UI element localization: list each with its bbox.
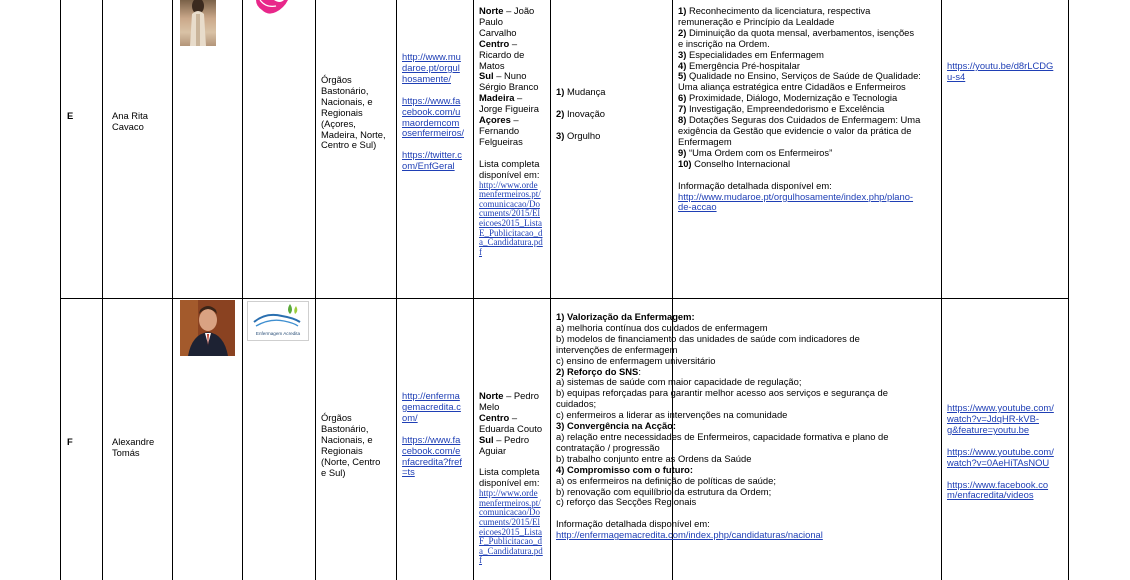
video-links bbox=[947, 403, 1054, 501]
portrait-image bbox=[180, 300, 235, 356]
facebook-link[interactable]: https://www.fa cebook.com/u maordemcom osenfermeiros/ bbox=[402, 94, 465, 139]
bodies-text: Órgãos Bastonário, Nacionais, e Regionais (Açores, Madeira, Norte, Centro e Sul) bbox=[321, 74, 386, 151]
youtube-link-2[interactable]: https://www.youtube.com/ watch?v=0AeHiTAsNOU bbox=[947, 445, 1054, 468]
grid-line bbox=[242, 0, 243, 580]
campaign-logo bbox=[246, 300, 310, 342]
row-separator bbox=[60, 298, 1069, 299]
video-link[interactable]: https://youtu.be/d8rLCDG u-s4 bbox=[947, 60, 1054, 82]
candidate-name: Ana Rita Cavaco bbox=[112, 110, 148, 132]
grid-line bbox=[396, 0, 397, 580]
program-list: 1) Reconhecimento da licenciatura, respectiva remuneração e Princípio da Lealdade 2) Diminuição da quota mensal, averbamentos, isenções e inscrição na Ordem. 3) Especialidades em Enfermagem 4) Emergência Pré-hospitalar 5) Qualidade no Ensino, Serviços de Saúde de Qualidade: Uma aliança estratégica entre Cidadãos e Enfermeiros 6) Proximidade, Diálogo, Modernização e Tecnologia 7) Investigação, Empreendedorismo e Excelência 8) Dotações Seguras dos Cuidados de Enfermagem: Uma exigência da Gestão que evidencie o valor da prática de Enfermagem 9) “Uma Ordem com os Enfermeiros” 10) Conselho Internacional Informação detalhada disponível em: http://www.mudaroe.pt/orgulhosamente/index.php/plano- de-accao bbox=[678, 5, 921, 213]
grid-line bbox=[941, 0, 942, 580]
regional-candidates: Norte – Pedro Melo Centro – Eduarda Couto Sul – Pedro Aguiar Lista completa disponível em: http://www.orde menfermeiros.pt/ comunicacao/Do cuments/2015/El eicoes2015_Lista F_Publicitacao_d a_Candidatura.pd f bbox=[479, 390, 543, 566]
candidate-list-link[interactable]: http://www.orde menfermeiros.pt/ comunicacao/Do cuments/2015/El eicoes2015_Lista F_Publicitacao_d a_Candidatura.pd f bbox=[479, 488, 543, 566]
heart-logo-icon bbox=[254, 0, 290, 16]
grid-line bbox=[550, 0, 551, 580]
grid-line bbox=[1068, 0, 1069, 580]
portrait-image bbox=[180, 0, 216, 46]
grid-line bbox=[315, 0, 316, 580]
youtube-link-1[interactable]: https://www.youtube.com/ watch?v=JdqHR-kVB- g&feature=youtu.be bbox=[947, 402, 1054, 435]
candidate-name: Alexandre Tomás bbox=[112, 436, 155, 458]
candidate-list-link[interactable]: http://www.orde menfermeiros.pt/ comunicacao/Do cuments/2015/El eicoes2015_Lista E_Publicitacao_d a_Candidatura.pd f bbox=[479, 179, 543, 257]
website-link[interactable]: http://enferma gemacredita.c om/ bbox=[402, 390, 461, 423]
facebook-video-link[interactable]: https://www.facebook.co m/enfacredita/videos bbox=[947, 478, 1049, 501]
bodies-text: Órgãos Bastonário, Nacionais, e Regionais (Norte, Centro e Sul) bbox=[321, 412, 381, 478]
enfermagem-acredita-logo-icon bbox=[246, 300, 310, 342]
website-link[interactable]: http://www.mu daroe.pt/orgul hosamente/ bbox=[402, 51, 461, 84]
campaign-logo bbox=[254, 0, 290, 16]
candidate-photo bbox=[180, 0, 216, 46]
grid-line bbox=[60, 0, 61, 580]
contact-links bbox=[402, 391, 462, 478]
facebook-link[interactable]: https://www.fa cebook.com/e nfacredita?fref =ts bbox=[402, 433, 462, 478]
grid-line bbox=[102, 0, 103, 580]
regional-candidates: Norte – João Paulo Carvalho Centro – Ricardo de Matos Sul – Nuno Sérgio Branco Madeira – Jorge Figueira Açores – Fernando Felgueiras Lista completa disponível em: http://www.orde menfermeiros.pt/ comunicacao/Do cuments/2015/El eicoes2015_Lista E_Publicitacao_d a_Candidatura.pd f bbox=[479, 5, 543, 257]
row-letter: F bbox=[67, 436, 73, 447]
svg-text:Enfermagem Acredita: Enfermagem Acredita bbox=[255, 331, 301, 336]
contact-links bbox=[402, 52, 464, 172]
candidate-photo bbox=[180, 300, 235, 356]
grid-line bbox=[473, 0, 474, 580]
grid-line bbox=[172, 0, 173, 580]
program-detail-link[interactable]: http://enfermagemacredita.com/index.php/candidaturas/nacional bbox=[556, 529, 823, 541]
row-letter: E bbox=[67, 110, 74, 121]
program-list: 1) Valorização da Enfermagem: a) melhoria contínua dos cuidados de enfermagem b) modelos de financiamento das unidades de saúde com indicadores de intervenções de enfermagem c) ensino de enfermagem universitário 2) Reforço do SNS: a) sistemas de saúde com maior capacidade de regulação; b) equipas reforçadas para garantir melhor acesso aos serviços e segurança de cuidados; c) enfermeiros a liderar as intervenções na comunidade 3) Convergência na Acção: a) relação entre necessidades de Enfermeiros, capacidade formativa e plano de contratação / progressão b) trabalho conjunto entre as Ordens da Saúde 4) Compromisso com o futuro: a) os enfermeiros na definição de políticas de saúde; b) renovação com equilíbrio da estrutura da Ordem; c) reforço das Secções Regionais Informação detalhada disponível em: http://enfermagemacredita.com/index.php/candidaturas/nacional bbox=[556, 311, 889, 541]
motto-list: 1) Mudança 2) Inovação 3) Orgulho bbox=[556, 86, 606, 141]
twitter-link[interactable]: https://twitter.c om/EnfGeral bbox=[402, 149, 462, 172]
program-detail-link[interactable]: http://www.mudaroe.pt/orgulhosamente/index.php/plano- de-accao bbox=[678, 190, 914, 213]
